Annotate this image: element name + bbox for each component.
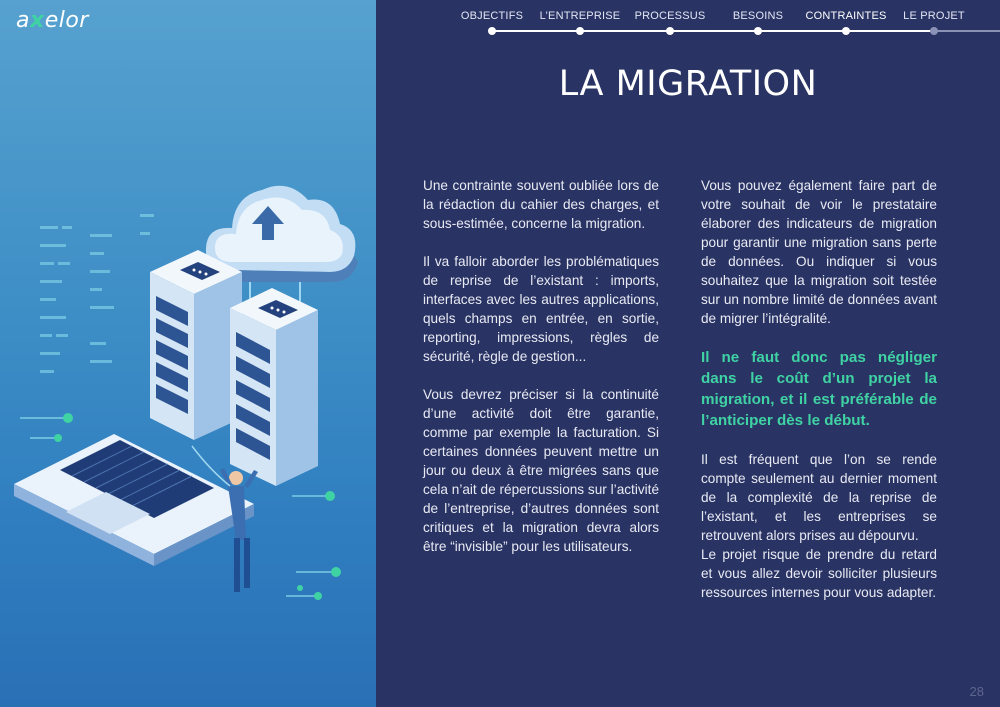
nav-dot-contraintes[interactable] <box>842 27 850 35</box>
axelor-logo: axelor <box>16 8 89 33</box>
server-rack-left <box>150 250 242 440</box>
server-rack-right <box>230 288 318 486</box>
server-migration-illustration <box>0 0 376 707</box>
nav-item-besoins[interactable]: BESOINS <box>732 10 784 22</box>
page-number: 28 <box>969 684 984 699</box>
paragraph: Le projet risque de prendre du retard et vous allez devoir solliciter plusieurs ressources internes pour vous adapter. <box>701 547 937 600</box>
text-column-right <box>701 176 937 621</box>
paragraph: Il va falloir aborder les problématiques de reprise de l’existant : imports, interfaces avec les autres applications, quels champs en entrée, en sortie, reporting, impressions, règles de sécurité, règle de gestion... <box>423 254 659 364</box>
code-lines-decoration <box>40 214 154 373</box>
paragraph: Vous pouvez également faire part de votre souhait de voir le prestataire élaborer des indicateurs de migration pour garantir une migration sans perte de données. Ou indiquer si vous souhaitez que la migration soit testée sur un nombre limité de données avant de migrer l’intégralité. <box>701 178 937 326</box>
text-column-left <box>423 176 659 575</box>
nav-item-entreprise[interactable]: L’ENTREPRISE <box>539 10 621 22</box>
content-panel <box>376 0 1000 707</box>
nav-dot-objectifs[interactable] <box>488 27 496 35</box>
laptop-illustration <box>14 434 254 566</box>
nav-item-contraintes[interactable]: CONTRAINTES <box>805 10 887 22</box>
paragraph: Vous devrez préciser si la continuité d’une activité doit être garantie, comme par exemple la facturation. Si certaines données peuvent mettre un jour ou deux à être migrées sans que cela n’ait de répercussions sur l’activité de l’entreprise, d’autres données sont critiques et la migration devra alors être “invisible” pour les utilisateurs. <box>423 387 659 554</box>
nav-dot-entreprise[interactable] <box>576 27 584 35</box>
nav-item-objectifs[interactable]: OBJECTIFS <box>460 10 524 22</box>
nav-remaining-line <box>934 30 1000 32</box>
paragraph: Une contrainte souvent oubliée lors de la rédaction du cahier des charges, et sous-estimée, concerne la migration. <box>423 178 659 231</box>
section-navigation <box>460 10 976 40</box>
nav-dot-processus[interactable] <box>666 27 674 35</box>
nav-progress-line <box>492 30 934 32</box>
nav-dot-besoins[interactable] <box>754 27 762 35</box>
nav-dot-le-projet[interactable] <box>930 27 938 35</box>
illustration-panel <box>0 0 376 707</box>
nav-item-processus[interactable]: PROCESSUS <box>634 10 706 22</box>
paragraph: Il est fréquent que l’on se rende compte seulement au dernier moment de la complexité de la reprise de l’existant, et les entreprises se retrouvent alors prises au dépourvu. <box>701 452 937 543</box>
nav-item-le-projet[interactable]: LE PROJET <box>903 10 965 22</box>
page-title: LA MIGRATION <box>558 64 818 104</box>
highlight-paragraph: Il ne faut donc pas négliger dans le coût d’un projet la migration, et il est préférable de l’anticiper dès le début. <box>701 349 937 429</box>
